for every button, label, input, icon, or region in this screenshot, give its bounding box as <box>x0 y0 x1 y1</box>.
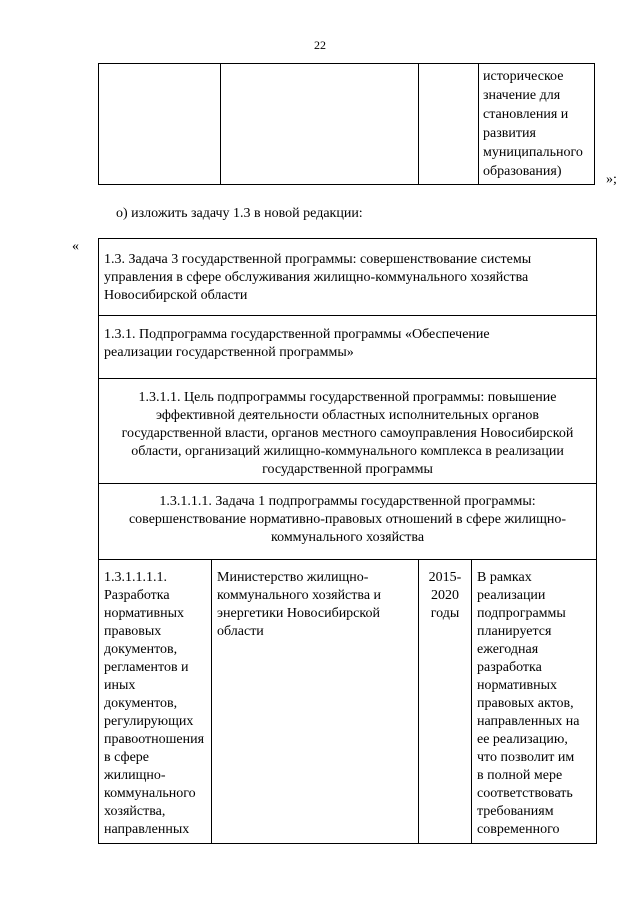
task-line: Новосибирской области <box>104 288 248 303</box>
result-line: правовых актов, <box>477 696 574 711</box>
program-table <box>98 238 597 844</box>
result-line: реализации <box>477 588 546 603</box>
period-line: 2015- <box>428 570 462 585</box>
table-row-goal <box>99 379 597 484</box>
task-line: 1.3. Задача 3 государственной программы: совершенствование системы <box>104 252 532 267</box>
measure-line: 1.3.1.1.1.1. <box>104 570 167 585</box>
subprogram-line: реализации государственной программы» <box>104 345 354 360</box>
result-line: разработка <box>477 660 542 675</box>
table-row-task <box>99 239 597 316</box>
closing-quote: »; <box>606 172 617 187</box>
measure-line: иных <box>104 678 136 693</box>
goal-cell <box>99 379 597 484</box>
goal-line: 1.3.1.1. Цель подпрограммы государственной программы: повышение <box>138 390 557 405</box>
table-row-measure <box>99 560 597 844</box>
subtask-line: совершенствование нормативно-правовых отношений в сфере жилищно- <box>128 512 567 527</box>
result-line: подпрограммы <box>477 606 566 621</box>
goal-line: государственной программы <box>262 462 433 477</box>
measure-line: Разработка <box>104 588 170 603</box>
executor-line: коммунального хозяйства и <box>217 588 382 603</box>
result-line: соответствовать <box>477 786 573 801</box>
result-line: В рамках <box>477 570 532 585</box>
result-line: что позволит им <box>477 750 575 765</box>
period-line: годы <box>430 606 460 621</box>
period-cell <box>419 560 472 844</box>
continuation-table <box>98 63 595 185</box>
result-line: ее реализацию, <box>477 732 568 747</box>
measure-line: документов, <box>104 696 178 711</box>
subtask-line: коммунального хозяйства <box>271 530 425 545</box>
result-line: планируется <box>477 624 552 639</box>
measure-line: направленных <box>104 822 190 837</box>
subprogram-cell <box>99 316 597 379</box>
task-cell <box>99 239 597 316</box>
table-cell-text <box>479 64 595 185</box>
intro-text: о) изложить задачу 1.3 в новой редакции: <box>116 206 363 221</box>
result-cell <box>472 560 597 844</box>
cell-line: образования) <box>483 164 562 179</box>
result-line: направленных на <box>477 714 580 729</box>
cell-line: историческое <box>483 69 564 84</box>
measure-line: в сфере <box>104 750 149 765</box>
goal-line: области, организаций жилищно-коммунального комплекса в реализации <box>131 444 564 459</box>
measure-line: коммунального <box>104 786 196 801</box>
table-cell-empty <box>99 64 221 185</box>
table-row <box>99 64 595 185</box>
result-line: ежегодная <box>477 642 539 657</box>
measure-line: документов, <box>104 642 178 657</box>
subtask-line: 1.3.1.1.1. Задача 1 подпрограммы государственной программы: <box>159 494 536 509</box>
table-cell-empty <box>419 64 479 185</box>
table-cell-empty <box>221 64 419 185</box>
executor-line: области <box>217 624 264 639</box>
cell-line: становления и <box>483 107 569 122</box>
measure-line: жилищно- <box>104 768 166 783</box>
goal-line: государственной власти, органов местного самоуправления Новосибирской <box>121 426 574 441</box>
cell-line: развития <box>483 126 536 141</box>
measure-cell <box>99 560 212 844</box>
measure-line: нормативных <box>104 606 185 621</box>
cell-line: муниципального <box>483 145 583 160</box>
table-row-subtask <box>99 484 597 560</box>
cell-line: значение для <box>483 88 561 103</box>
opening-quote: « <box>72 239 79 254</box>
period-line: 2020 <box>431 588 459 603</box>
measure-line: регулирующих <box>104 714 194 729</box>
measure-line: хозяйства, <box>104 804 166 819</box>
table-row-subprogram <box>99 316 597 379</box>
result-line: требованиям <box>477 804 554 819</box>
executor-line: энергетики Новосибирской <box>217 606 380 621</box>
subprogram-line: 1.3.1. Подпрограмма государственной программы «Обеспечение <box>104 327 490 342</box>
task-line: управления в сфере обслуживания жилищно-коммунального хозяйства <box>104 270 529 285</box>
goal-line: эффективной деятельности областных исполнительных органов <box>156 408 540 423</box>
result-line: в полной мере <box>477 768 563 783</box>
measure-line: правовых <box>104 624 162 639</box>
page-number: 22 <box>314 38 326 52</box>
result-line: нормативных <box>477 678 558 693</box>
executor-cell <box>212 560 419 844</box>
measure-line: регламентов и <box>104 660 189 675</box>
measure-line: правоотношения <box>104 732 205 747</box>
executor-line: Министерство жилищно- <box>217 570 369 585</box>
subtask-cell <box>99 484 597 560</box>
result-line: современного <box>477 822 560 837</box>
